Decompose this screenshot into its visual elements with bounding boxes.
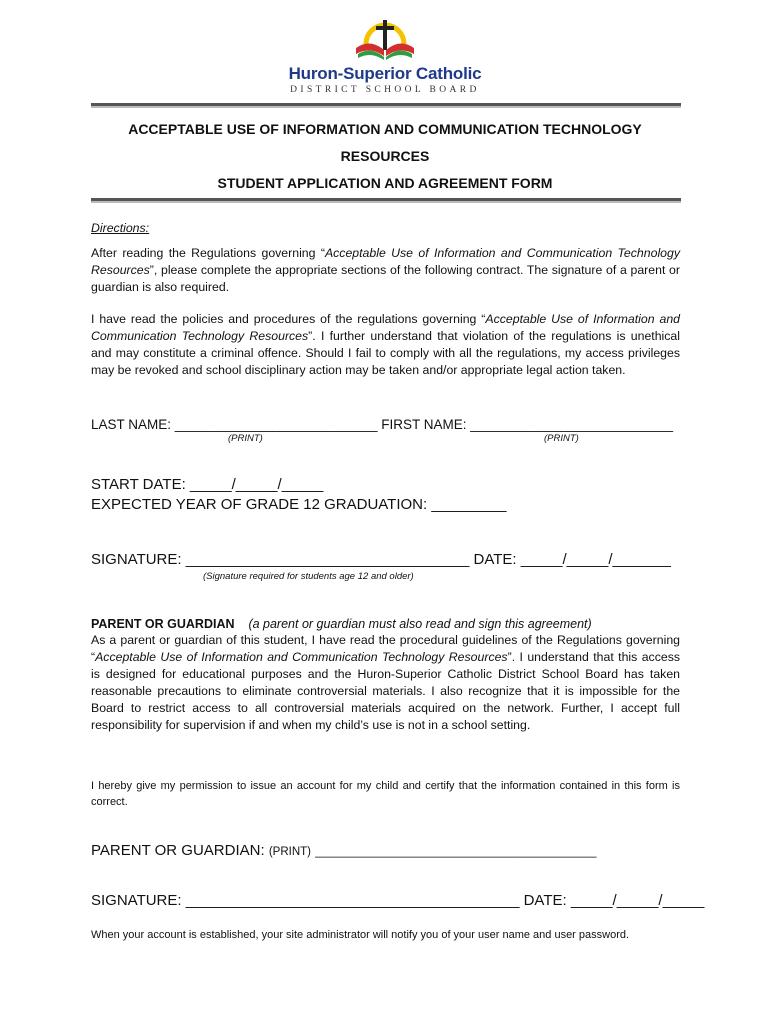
- last-first-name-field[interactable]: LAST NAME: ___________________________ FIRST NAME: ___________________________: [91, 417, 673, 432]
- parent-heading-note: (a parent or guardian must also read and sign this agreement): [248, 617, 592, 631]
- signature-note: (Signature required for students age 12 and older): [203, 571, 414, 582]
- parent-name-field[interactable]: [91, 842, 597, 859]
- p1-italic: Acceptable Use of Information and Communication Technology Resources: [91, 246, 680, 277]
- parent-name-blank[interactable]: ____________________________________________: [315, 846, 597, 858]
- parent-name-print-note: (PRINT): [268, 846, 311, 858]
- top-divider: [91, 103, 681, 106]
- footer-note: When your account is established, your site administrator will notify you of your user name and user password.: [91, 929, 630, 941]
- title-line-2: RESOURCES: [340, 148, 430, 164]
- parent-text-a: As a parent or guardian of this student, I have read the procedural guidelines of the Regulations governing “: [91, 633, 680, 664]
- p1-text-a: After reading the Regulations governing “: [91, 246, 325, 260]
- parent-heading: [91, 616, 680, 633]
- student-signature-field[interactable]: SIGNATURE: __________________________________ DATE: _____/_____/_______: [91, 551, 671, 568]
- last-name-print-note: (PRINT): [228, 433, 263, 444]
- directions-heading: [91, 220, 680, 237]
- org-name: Huron-Superior Catholic: [288, 64, 482, 83]
- title-divider: [91, 198, 681, 201]
- parent-heading-title: PARENT OR GUARDIAN: [91, 617, 235, 631]
- graduation-year-field[interactable]: EXPECTED YEAR OF GRADE 12 GRADUATION: _________: [91, 496, 507, 513]
- logo: [0, 14, 770, 95]
- permission-statement: I hereby give my permission to issue an account for my child and certify that the information contained in this form is correct.: [91, 780, 680, 808]
- start-date-field[interactable]: START DATE: _____/_____/_____: [91, 476, 324, 493]
- parent-paragraph: [91, 632, 680, 734]
- school-board-logo-icon: [310, 14, 460, 62]
- title-line-1: ACCEPTABLE USE OF INFORMATION AND COMMUNICATION TECHNOLOGY: [128, 121, 642, 137]
- directions-heading-text: Directions:: [91, 221, 150, 235]
- form-title: STUDENT APPLICATION AND AGREEMENT FORM: [217, 175, 553, 191]
- org-subtitle: DISTRICT SCHOOL BOARD: [290, 85, 480, 95]
- first-name-print-note: (PRINT): [544, 433, 579, 444]
- p2-italic: Acceptable Use of Information and Communication Technology Resources: [91, 312, 680, 343]
- parent-italic: Acceptable Use of Information and Communication Technology Resources: [95, 650, 508, 664]
- p2-text-b: ”. I further understand that violation of the regulations is unethical and may constitute a criminal offence. Should I fail to comply with all the regulations, my access privileges may be revoked and school disciplinary action may be taken and/or appropriate legal action taken.: [91, 329, 680, 377]
- parent-signature-field[interactable]: SIGNATURE: ________________________________________ DATE: _____/_____/_____: [91, 892, 705, 909]
- parent-text-b: ”. I understand that this access is designed for educational purposes and the Huron-Superior Catholic District School Board has taken reasonable precautions to eliminate controversial materials. I also recognize that it is impossible for the Board to restrict access to all controversial materials acquired on the network. Further, I accept full responsibility for supervision if and when my child’s use is not in a school setting.: [91, 650, 680, 732]
- p1-text-b: ”, please complete the appropriate sections of the following contract. The signature of a parent or guardian is also required.: [91, 263, 680, 294]
- directions-paragraph-1: [91, 245, 680, 296]
- p2-text-a: I have read the policies and procedures of the regulations governing “: [91, 312, 486, 326]
- directions-paragraph-2: [91, 311, 680, 379]
- parent-name-label: PARENT OR GUARDIAN:: [91, 842, 265, 859]
